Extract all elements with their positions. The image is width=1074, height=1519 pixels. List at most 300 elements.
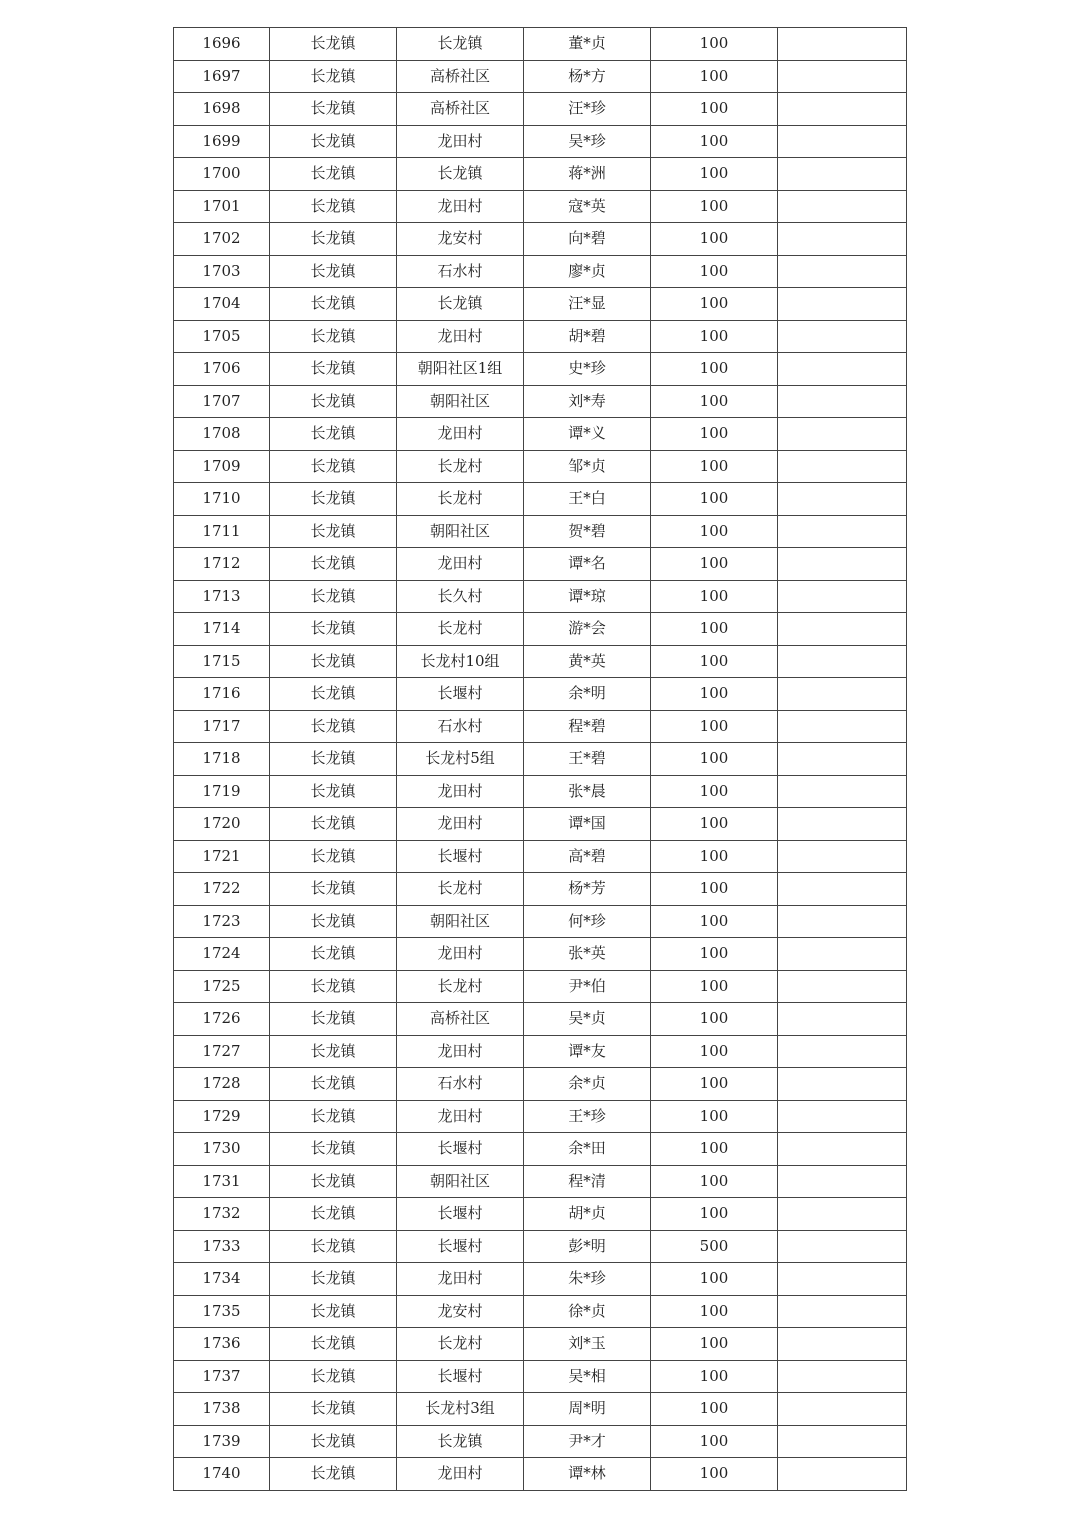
town-cell: 长龙镇 (270, 1035, 397, 1068)
serial-number-cell: 1712 (174, 548, 270, 581)
amount-cell: 100 (651, 1068, 778, 1101)
remark-cell (778, 1458, 907, 1491)
village-cell: 长龙镇 (397, 288, 524, 321)
village-cell: 长龙镇 (397, 28, 524, 61)
person-name-cell: 谭*名 (524, 548, 651, 581)
serial-number-cell: 1717 (174, 710, 270, 743)
remark-cell (778, 1035, 907, 1068)
remark-cell (778, 678, 907, 711)
village-cell: 长堰村 (397, 1133, 524, 1166)
table-row (174, 1230, 907, 1263)
town-cell: 长龙镇 (270, 938, 397, 971)
town-cell: 长龙镇 (270, 483, 397, 516)
person-name-cell: 谭*友 (524, 1035, 651, 1068)
person-name-cell: 廖*贞 (524, 255, 651, 288)
village-cell: 长龙村3组 (397, 1393, 524, 1426)
town-cell: 长龙镇 (270, 873, 397, 906)
serial-number-cell: 1701 (174, 190, 270, 223)
town-cell: 长龙镇 (270, 125, 397, 158)
serial-number-cell: 1735 (174, 1295, 270, 1328)
town-cell: 长龙镇 (270, 1133, 397, 1166)
town-cell: 长龙镇 (270, 613, 397, 646)
amount-cell: 100 (651, 970, 778, 1003)
remark-cell (778, 1003, 907, 1036)
remark-cell (778, 808, 907, 841)
village-cell: 龙田村 (397, 418, 524, 451)
table-row (174, 808, 907, 841)
table-row (174, 1458, 907, 1491)
amount-cell: 100 (651, 1035, 778, 1068)
remark-cell (778, 938, 907, 971)
table-row (174, 710, 907, 743)
person-name-cell: 胡*贞 (524, 1198, 651, 1231)
serial-number-cell: 1697 (174, 60, 270, 93)
table-row (174, 548, 907, 581)
amount-cell: 100 (651, 808, 778, 841)
town-cell: 长龙镇 (270, 775, 397, 808)
remark-cell (778, 288, 907, 321)
village-cell: 龙安村 (397, 1295, 524, 1328)
amount-cell: 100 (651, 450, 778, 483)
village-cell: 长龙村 (397, 1328, 524, 1361)
amount-cell: 100 (651, 743, 778, 776)
serial-number-cell: 1713 (174, 580, 270, 613)
table-row (174, 970, 907, 1003)
village-cell: 龙田村 (397, 1100, 524, 1133)
remark-cell (778, 905, 907, 938)
town-cell: 长龙镇 (270, 678, 397, 711)
town-cell: 长龙镇 (270, 1263, 397, 1296)
amount-cell: 100 (651, 938, 778, 971)
town-cell: 长龙镇 (270, 1230, 397, 1263)
village-cell: 龙田村 (397, 125, 524, 158)
table-row (174, 515, 907, 548)
amount-cell: 500 (651, 1230, 778, 1263)
amount-cell: 100 (651, 1328, 778, 1361)
village-cell: 长龙村10组 (397, 645, 524, 678)
village-cell: 长久村 (397, 580, 524, 613)
serial-number-cell: 1710 (174, 483, 270, 516)
person-name-cell: 徐*贞 (524, 1295, 651, 1328)
amount-cell: 100 (651, 580, 778, 613)
serial-number-cell: 1698 (174, 93, 270, 126)
town-cell: 长龙镇 (270, 515, 397, 548)
remark-cell (778, 255, 907, 288)
amount-cell: 100 (651, 93, 778, 126)
town-cell: 长龙镇 (270, 1425, 397, 1458)
serial-number-cell: 1706 (174, 353, 270, 386)
serial-number-cell: 1711 (174, 515, 270, 548)
remark-cell (778, 840, 907, 873)
remark-cell (778, 125, 907, 158)
remark-cell (778, 1133, 907, 1166)
person-name-cell: 杨*芳 (524, 873, 651, 906)
remark-cell (778, 743, 907, 776)
town-cell: 长龙镇 (270, 93, 397, 126)
remark-cell (778, 1263, 907, 1296)
town-cell: 长龙镇 (270, 450, 397, 483)
person-name-cell: 王*碧 (524, 743, 651, 776)
serial-number-cell: 1721 (174, 840, 270, 873)
remark-cell (778, 93, 907, 126)
serial-number-cell: 1700 (174, 158, 270, 191)
person-name-cell: 吴*贞 (524, 1003, 651, 1036)
person-name-cell: 吴*珍 (524, 125, 651, 158)
person-name-cell: 朱*珍 (524, 1263, 651, 1296)
village-cell: 朝阳社区1组 (397, 353, 524, 386)
table-row (174, 125, 907, 158)
person-name-cell: 余*贞 (524, 1068, 651, 1101)
table-row (174, 1068, 907, 1101)
remark-cell (778, 483, 907, 516)
serial-number-cell: 1729 (174, 1100, 270, 1133)
remark-cell (778, 353, 907, 386)
table-row (174, 645, 907, 678)
person-name-cell: 余*明 (524, 678, 651, 711)
remark-cell (778, 1100, 907, 1133)
remark-cell (778, 385, 907, 418)
person-name-cell: 高*碧 (524, 840, 651, 873)
person-name-cell: 谭*义 (524, 418, 651, 451)
village-cell: 龙田村 (397, 1035, 524, 1068)
village-cell: 长堰村 (397, 1230, 524, 1263)
village-cell: 龙田村 (397, 1263, 524, 1296)
amount-cell: 100 (651, 873, 778, 906)
town-cell: 长龙镇 (270, 190, 397, 223)
table-row (174, 483, 907, 516)
village-cell: 长堰村 (397, 1198, 524, 1231)
serial-number-cell: 1707 (174, 385, 270, 418)
remark-cell (778, 28, 907, 61)
person-name-cell: 杨*方 (524, 60, 651, 93)
table-row (174, 1328, 907, 1361)
person-name-cell: 邹*贞 (524, 450, 651, 483)
serial-number-cell: 1732 (174, 1198, 270, 1231)
town-cell: 长龙镇 (270, 1458, 397, 1491)
amount-cell: 100 (651, 125, 778, 158)
table-row (174, 1295, 907, 1328)
person-name-cell: 张*英 (524, 938, 651, 971)
town-cell: 长龙镇 (270, 1003, 397, 1036)
town-cell: 长龙镇 (270, 320, 397, 353)
person-name-cell: 谭*琼 (524, 580, 651, 613)
serial-number-cell: 1737 (174, 1360, 270, 1393)
table-row (174, 158, 907, 191)
serial-number-cell: 1703 (174, 255, 270, 288)
village-cell: 长龙镇 (397, 1425, 524, 1458)
serial-number-cell: 1739 (174, 1425, 270, 1458)
person-name-cell: 蒋*洲 (524, 158, 651, 191)
table-row (174, 353, 907, 386)
amount-cell: 100 (651, 1100, 778, 1133)
serial-number-cell: 1718 (174, 743, 270, 776)
serial-number-cell: 1724 (174, 938, 270, 971)
town-cell: 长龙镇 (270, 548, 397, 581)
village-cell: 朝阳社区 (397, 515, 524, 548)
town-cell: 长龙镇 (270, 288, 397, 321)
serial-number-cell: 1736 (174, 1328, 270, 1361)
village-cell: 长龙镇 (397, 158, 524, 191)
village-cell: 高桥社区 (397, 1003, 524, 1036)
village-cell: 龙安村 (397, 223, 524, 256)
person-name-cell: 程*清 (524, 1165, 651, 1198)
amount-cell: 100 (651, 190, 778, 223)
amount-cell: 100 (651, 1133, 778, 1166)
village-cell: 龙田村 (397, 808, 524, 841)
town-cell: 长龙镇 (270, 60, 397, 93)
person-name-cell: 董*贞 (524, 28, 651, 61)
table-row (174, 28, 907, 61)
table-row (174, 840, 907, 873)
person-name-cell: 胡*碧 (524, 320, 651, 353)
remark-cell (778, 158, 907, 191)
serial-number-cell: 1725 (174, 970, 270, 1003)
remark-cell (778, 580, 907, 613)
amount-cell: 100 (651, 1198, 778, 1231)
town-cell: 长龙镇 (270, 1198, 397, 1231)
amount-cell: 100 (651, 1165, 778, 1198)
table-row (174, 1100, 907, 1133)
person-name-cell: 吴*相 (524, 1360, 651, 1393)
table-row (174, 385, 907, 418)
village-cell: 长堰村 (397, 1360, 524, 1393)
remark-cell (778, 775, 907, 808)
person-name-cell: 向*碧 (524, 223, 651, 256)
amount-cell: 100 (651, 353, 778, 386)
table-row (174, 1393, 907, 1426)
village-cell: 长堰村 (397, 678, 524, 711)
table-row (174, 93, 907, 126)
amount-cell: 100 (651, 418, 778, 451)
serial-number-cell: 1709 (174, 450, 270, 483)
amount-cell: 100 (651, 515, 778, 548)
village-cell: 石水村 (397, 1068, 524, 1101)
person-name-cell: 何*珍 (524, 905, 651, 938)
village-cell: 长龙村 (397, 873, 524, 906)
serial-number-cell: 1715 (174, 645, 270, 678)
remark-cell (778, 450, 907, 483)
amount-cell: 100 (651, 1295, 778, 1328)
amount-cell: 100 (651, 840, 778, 873)
amount-cell: 100 (651, 1003, 778, 1036)
serial-number-cell: 1726 (174, 1003, 270, 1036)
town-cell: 长龙镇 (270, 255, 397, 288)
serial-number-cell: 1714 (174, 613, 270, 646)
town-cell: 长龙镇 (270, 1328, 397, 1361)
serial-number-cell: 1719 (174, 775, 270, 808)
remark-cell (778, 223, 907, 256)
serial-number-cell: 1705 (174, 320, 270, 353)
town-cell: 长龙镇 (270, 223, 397, 256)
village-cell: 长龙村 (397, 970, 524, 1003)
roster-table (173, 27, 907, 1491)
person-name-cell: 黄*英 (524, 645, 651, 678)
remark-cell (778, 1230, 907, 1263)
person-name-cell: 汪*珍 (524, 93, 651, 126)
town-cell: 长龙镇 (270, 710, 397, 743)
person-name-cell: 贺*碧 (524, 515, 651, 548)
serial-number-cell: 1740 (174, 1458, 270, 1491)
serial-number-cell: 1699 (174, 125, 270, 158)
remark-cell (778, 1393, 907, 1426)
village-cell: 龙田村 (397, 548, 524, 581)
amount-cell: 100 (651, 483, 778, 516)
table-row (174, 1360, 907, 1393)
table-row (174, 1165, 907, 1198)
serial-number-cell: 1696 (174, 28, 270, 61)
amount-cell: 100 (651, 548, 778, 581)
table-row (174, 938, 907, 971)
village-cell: 长龙村 (397, 450, 524, 483)
table-row (174, 60, 907, 93)
village-cell: 长堰村 (397, 840, 524, 873)
serial-number-cell: 1704 (174, 288, 270, 321)
village-cell: 龙田村 (397, 320, 524, 353)
table-row (174, 255, 907, 288)
remark-cell (778, 418, 907, 451)
table-row (174, 613, 907, 646)
remark-cell (778, 645, 907, 678)
village-cell: 高桥社区 (397, 60, 524, 93)
table-row (174, 1003, 907, 1036)
person-name-cell: 史*珍 (524, 353, 651, 386)
person-name-cell: 彭*明 (524, 1230, 651, 1263)
amount-cell: 100 (651, 1393, 778, 1426)
person-name-cell: 游*会 (524, 613, 651, 646)
serial-number-cell: 1708 (174, 418, 270, 451)
village-cell: 龙田村 (397, 938, 524, 971)
amount-cell: 100 (651, 28, 778, 61)
amount-cell: 100 (651, 255, 778, 288)
person-name-cell: 尹*才 (524, 1425, 651, 1458)
person-name-cell: 程*碧 (524, 710, 651, 743)
town-cell: 长龙镇 (270, 1295, 397, 1328)
amount-cell: 100 (651, 1263, 778, 1296)
remark-cell (778, 1068, 907, 1101)
town-cell: 长龙镇 (270, 28, 397, 61)
town-cell: 长龙镇 (270, 385, 397, 418)
table-row (174, 905, 907, 938)
remark-cell (778, 970, 907, 1003)
person-name-cell: 尹*伯 (524, 970, 651, 1003)
person-name-cell: 谭*国 (524, 808, 651, 841)
serial-number-cell: 1720 (174, 808, 270, 841)
amount-cell: 100 (651, 710, 778, 743)
serial-number-cell: 1716 (174, 678, 270, 711)
amount-cell: 100 (651, 678, 778, 711)
town-cell: 长龙镇 (270, 1100, 397, 1133)
person-name-cell: 余*田 (524, 1133, 651, 1166)
table-row (174, 678, 907, 711)
village-cell: 朝阳社区 (397, 1165, 524, 1198)
town-cell: 长龙镇 (270, 905, 397, 938)
remark-cell (778, 710, 907, 743)
serial-number-cell: 1730 (174, 1133, 270, 1166)
village-cell: 长龙村5组 (397, 743, 524, 776)
town-cell: 长龙镇 (270, 158, 397, 191)
remark-cell (778, 613, 907, 646)
village-cell: 高桥社区 (397, 93, 524, 126)
remark-cell (778, 1295, 907, 1328)
table-row (174, 288, 907, 321)
remark-cell (778, 1425, 907, 1458)
serial-number-cell: 1702 (174, 223, 270, 256)
town-cell: 长龙镇 (270, 1393, 397, 1426)
amount-cell: 100 (651, 223, 778, 256)
serial-number-cell: 1727 (174, 1035, 270, 1068)
town-cell: 长龙镇 (270, 418, 397, 451)
town-cell: 长龙镇 (270, 1360, 397, 1393)
person-name-cell: 汪*显 (524, 288, 651, 321)
remark-cell (778, 1328, 907, 1361)
table-row (174, 873, 907, 906)
person-name-cell: 王*珍 (524, 1100, 651, 1133)
village-cell: 石水村 (397, 255, 524, 288)
amount-cell: 100 (651, 645, 778, 678)
town-cell: 长龙镇 (270, 808, 397, 841)
amount-cell: 100 (651, 158, 778, 191)
serial-number-cell: 1728 (174, 1068, 270, 1101)
village-cell: 龙田村 (397, 1458, 524, 1491)
village-cell: 龙田村 (397, 190, 524, 223)
person-name-cell: 王*白 (524, 483, 651, 516)
person-name-cell: 张*晨 (524, 775, 651, 808)
roster-table-body (174, 28, 907, 1491)
amount-cell: 100 (651, 385, 778, 418)
village-cell: 朝阳社区 (397, 905, 524, 938)
village-cell: 龙田村 (397, 775, 524, 808)
table-row (174, 775, 907, 808)
table-row (174, 320, 907, 353)
amount-cell: 100 (651, 320, 778, 353)
town-cell: 长龙镇 (270, 353, 397, 386)
village-cell: 长龙村 (397, 483, 524, 516)
table-row (174, 1035, 907, 1068)
table-row (174, 580, 907, 613)
remark-cell (778, 1360, 907, 1393)
amount-cell: 100 (651, 613, 778, 646)
serial-number-cell: 1731 (174, 1165, 270, 1198)
table-row (174, 1425, 907, 1458)
table-row (174, 418, 907, 451)
serial-number-cell: 1723 (174, 905, 270, 938)
amount-cell: 100 (651, 905, 778, 938)
table-row (174, 1198, 907, 1231)
serial-number-cell: 1733 (174, 1230, 270, 1263)
village-cell: 石水村 (397, 710, 524, 743)
table-row (174, 450, 907, 483)
table-row (174, 190, 907, 223)
amount-cell: 100 (651, 288, 778, 321)
serial-number-cell: 1722 (174, 873, 270, 906)
person-name-cell: 谭*林 (524, 1458, 651, 1491)
table-row (174, 1133, 907, 1166)
person-name-cell: 周*明 (524, 1393, 651, 1426)
table-row (174, 1263, 907, 1296)
town-cell: 长龙镇 (270, 1068, 397, 1101)
amount-cell: 100 (651, 1458, 778, 1491)
town-cell: 长龙镇 (270, 743, 397, 776)
remark-cell (778, 515, 907, 548)
town-cell: 长龙镇 (270, 840, 397, 873)
remark-cell (778, 1198, 907, 1231)
serial-number-cell: 1738 (174, 1393, 270, 1426)
amount-cell: 100 (651, 60, 778, 93)
town-cell: 长龙镇 (270, 1165, 397, 1198)
town-cell: 长龙镇 (270, 970, 397, 1003)
amount-cell: 100 (651, 1360, 778, 1393)
town-cell: 长龙镇 (270, 580, 397, 613)
